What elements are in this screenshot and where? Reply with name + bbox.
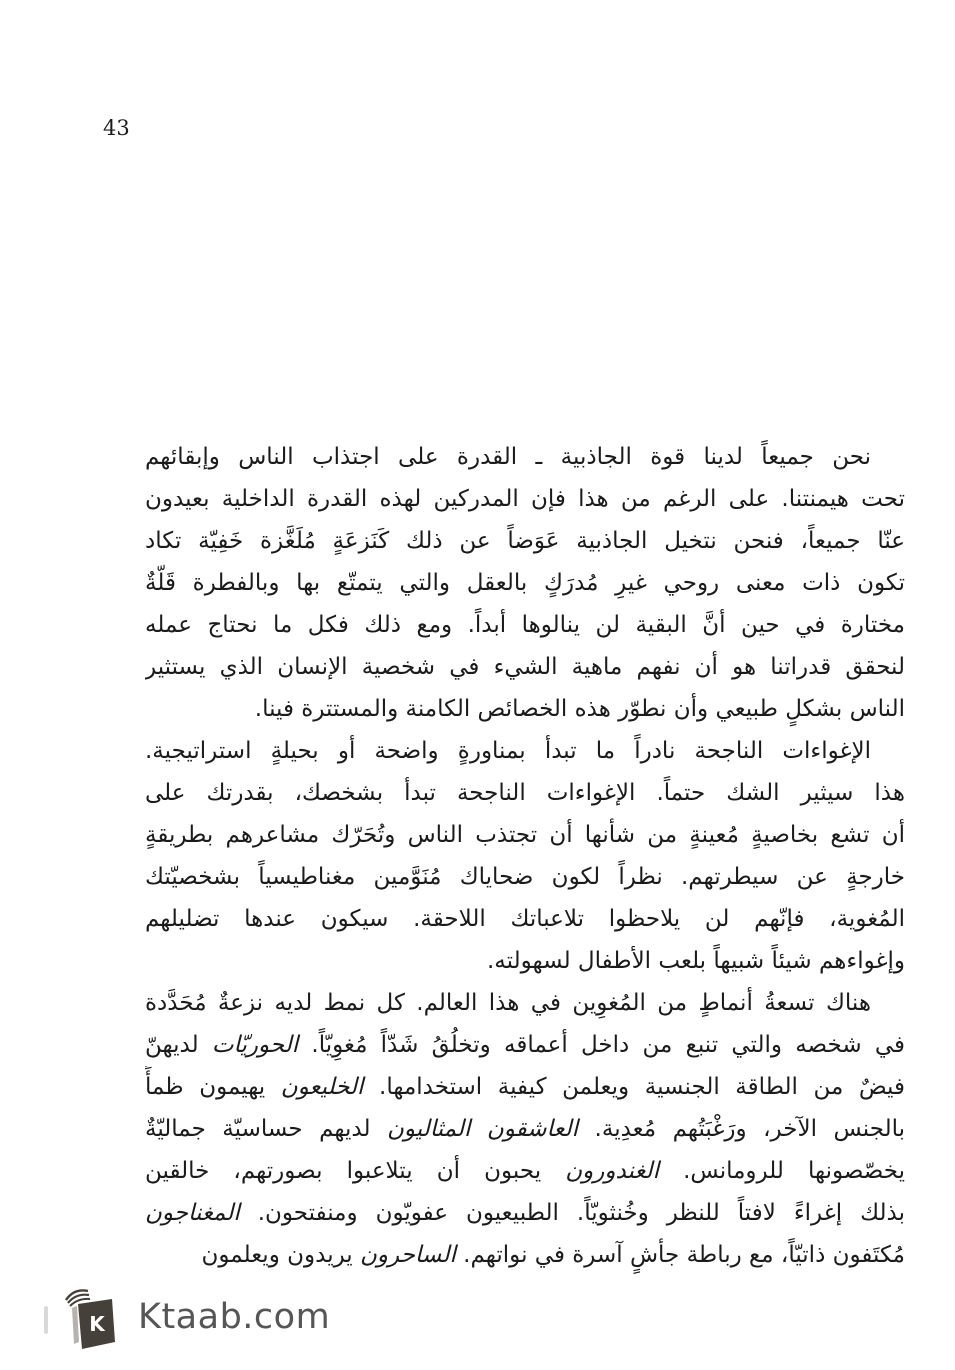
text-line [145, 940, 905, 982]
text-line [145, 1150, 905, 1192]
page-number: 43 [103, 116, 130, 140]
text-segment: تكون ذات معنى روحي غيرِ مُدرَكٍ بالعقل والتي يتمتّع بها وبالفطرة قَلّةٌ [145, 570, 905, 596]
text-segment: يهيمون ظمأً [145, 1074, 281, 1100]
text-segment: عنّا جميعاً، فنحن نتخيل الجاذبية عَوَضاً عن ذلك كَنَزعَةٍ مُلَغَّزة خَفِيّة تكاد [145, 528, 905, 554]
text-segment: يخصّصونها للرومانس. [658, 1158, 905, 1184]
text-segment: مُكتَفون ذاتيّاً، مع رباطة جأشٍ آسرة في نواتهم. [455, 1242, 905, 1268]
text-segment: يحبون أن يتلاعبوا بصورتهم، خالقين [145, 1158, 566, 1184]
text-segment: الناس بشكلٍ طبيعي وأن نطوّر هذه الخصائص الكامنة والمستترة فينا. [254, 696, 905, 722]
text-segment: وإغواءهم شيئاً شبيهاً بلعب الأطفال لسهولته. [487, 948, 905, 974]
text-segment: فيضٌ من الطاقة الجنسية ويعلمن كيفية استخدامها. [363, 1074, 905, 1100]
seducer-type-term: الغندورون [565, 1158, 659, 1184]
brand-text: Ktaab.com [138, 1297, 331, 1337]
text-segment: تحت هيمنتنا. على الرغم من هذا فإن المدركين لهذه القدرة الداخلية بعيدون [145, 486, 905, 512]
open-book-k-icon [58, 1284, 120, 1350]
seducer-type-term: العاشقون المثاليون [387, 1116, 579, 1142]
paragraph [145, 982, 905, 1276]
text-line [145, 1066, 905, 1108]
watermark-footer [58, 1284, 330, 1350]
page-edge-mark [44, 1306, 48, 1334]
text-line [145, 898, 905, 940]
text-line [145, 814, 905, 856]
paragraph [145, 436, 905, 730]
text-line [145, 1108, 905, 1150]
text-segment: المُغوية، فإنّهم لن يلاحظوا تلاعباتك اللاحقة. سيكون عندها تضليلهم [145, 906, 905, 932]
text-line [145, 688, 905, 730]
text-segment: أن تشع بخاصيةٍ مُعينةٍ من شأنها أن تجتذب الناس وتُحَرّك مشاعرهم بطريقةٍ [145, 822, 905, 848]
text-line [145, 982, 905, 1024]
text-segment: هذا سيثير الشك حتماً. الإغواءات الناجحة تبدأ بشخصك، بقدرتك على [145, 780, 905, 806]
text-line [145, 604, 905, 646]
text-line [145, 856, 905, 898]
text-segment: في شخصه والتي تنبع من داخل أعماقه وتخلُقُ شَدّاً مُغوِيّاً. [298, 1032, 905, 1058]
text-line [145, 1024, 905, 1066]
text-segment: خارجةٍ عن سيطرتهم. نظراً لكون ضحاياك مُنَوَّمين مغناطيسياً بشخصيّتك [145, 864, 905, 890]
seducer-type-term: الحوريّات [211, 1032, 299, 1058]
text-line [145, 436, 905, 478]
text-line [145, 562, 905, 604]
text-line [145, 520, 905, 562]
text-line [145, 730, 905, 772]
seducer-type-term: المغناجون [145, 1200, 240, 1226]
text-line [145, 772, 905, 814]
text-line [145, 1192, 905, 1234]
logo-letter-k: K [89, 1312, 105, 1336]
text-segment: لديهنّ [145, 1032, 212, 1058]
text-segment: الإغواءات الناجحة نادراً ما تبدأ بمناورةٍ واضحة أو بحيلةٍ استراتيجية. [145, 738, 871, 764]
text-line [145, 1234, 905, 1276]
seducer-type-term: الخليعون [280, 1074, 364, 1100]
paragraph [145, 730, 905, 982]
text-line [145, 478, 905, 520]
text-line [145, 646, 905, 688]
text-segment: هناك تسعةُ أنماطٍ من المُغوِين في هذا العالم. كل نمط لديه نزعةٌ مُحَدَّدة [145, 990, 871, 1016]
text-segment: يريدون ويعلمون [201, 1242, 361, 1268]
text-segment: بذلك إغراءً لافتاً للنظر وخُنثويّاً. الطبيعيون عفويّون ومنفتحون. [239, 1200, 905, 1226]
seducer-type-term: الساحرون [360, 1242, 456, 1268]
text-segment: لديهم حساسيّة جماليّةٌ [145, 1116, 387, 1142]
text-segment: مختارة في حين أنَّ البقية لن ينالوها أبداً. ومع ذلك فكل ما نحتاج عمله [145, 612, 905, 638]
body-text [145, 436, 905, 1276]
text-segment: نحن جميعاً لدينا قوة الجاذبية ـ القدرة على اجتذاب الناس وإبقائهم [145, 444, 871, 470]
text-segment: لنحقق قدراتنا هو أن نفهم ماهية الشيء في شخصية الإنسان الذي يستثير [145, 654, 905, 680]
text-segment: بالجنس الآخر، ورَغْبَتُهم مُعدِية. [578, 1116, 905, 1142]
